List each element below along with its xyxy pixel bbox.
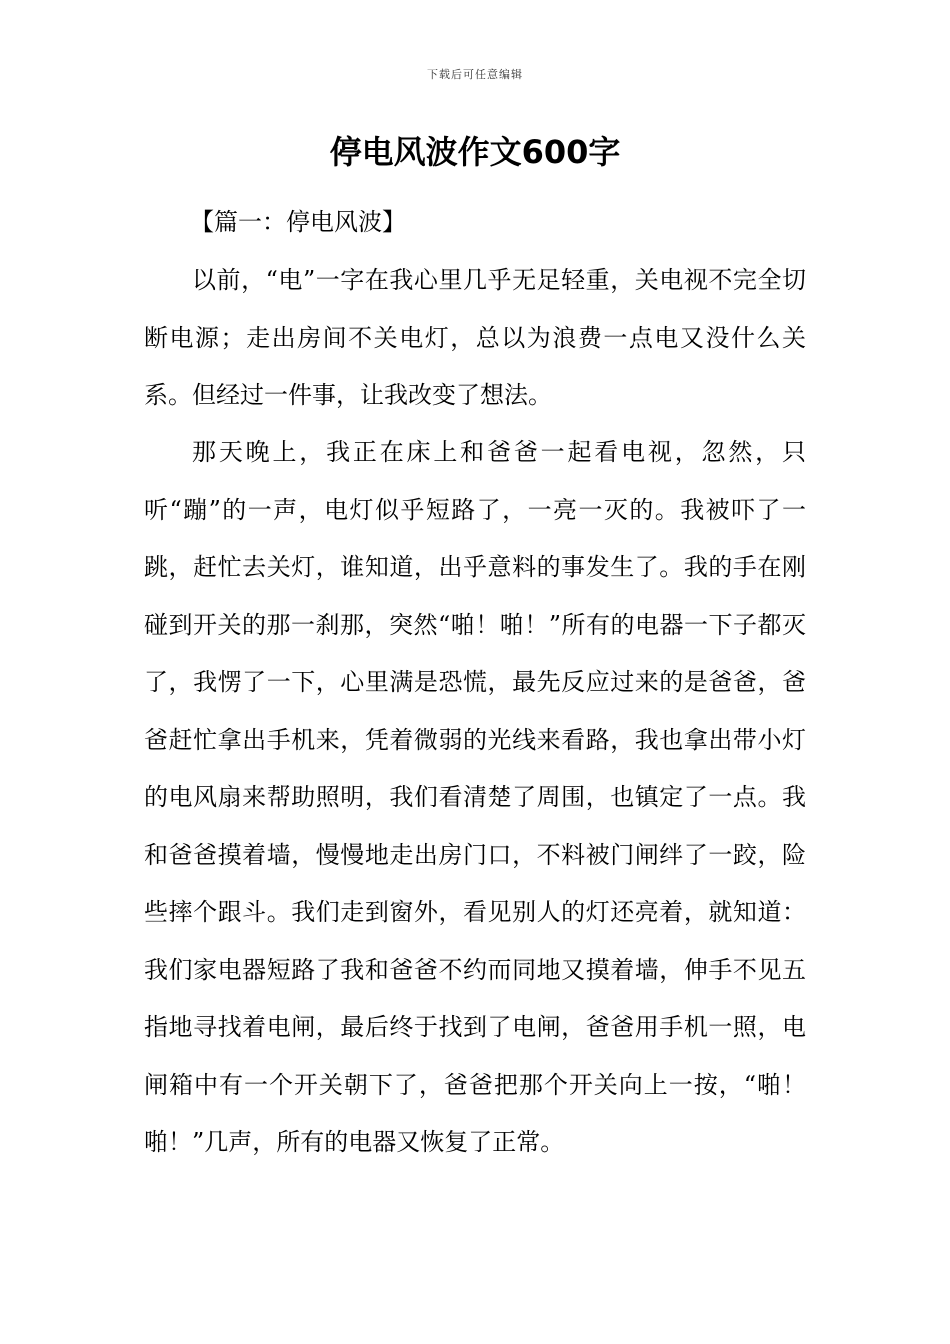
paragraph-1: 以前，“电”一字在我心里几乎无足轻重，关电视不完全切断电源；走出房间不关电灯，总以为浪费一点电又没什么关系。但经过一件事，让我改变了想法。 [144,266,806,409]
section-heading: 【篇一：停电风波】 [190,208,406,236]
paragraph-2: 那天晚上，我正在床上和爸爸一起看电视，忽然，只听“蹦”的一声，电灯似乎短路了，一亮一灭的。我被吓了一跳，赶忙去关灯，谁知道，出乎意料的事发生了。我的手在刚碰到开关的那一刹那，突然“啪！啪！”所有的电器一下子都灭了，我愣了一下，心里满是恐慌，最先反应过来的是爸爸，爸爸赶忙拿出手机来，凭着微弱的光线来看路，我也拿出带小灯的电风扇来帮助照明，我们看清楚了周围，也镇定了一点。我和爸爸摸着墙，慢慢地走出房门口，不料被门闸绊了一跤，险些摔个跟斗。我们走到窗外，看见别人的灯还亮着，就知道：我们家电器短路了我和爸爸不约而同地又摸着墙，伸手不见五指地寻找着电闸，最后终于找到了电闸，爸爸用手机一照，电闸箱中有一个开关朝下了，爸爸把那个开关向上一按，“啪！啪！”几声，所有的电器又恢复了正常。 [144,438,806,1156]
header-note: 下载后可任意编辑 [427,68,523,81]
document-title: 停电风波作文600字 [329,133,621,171]
